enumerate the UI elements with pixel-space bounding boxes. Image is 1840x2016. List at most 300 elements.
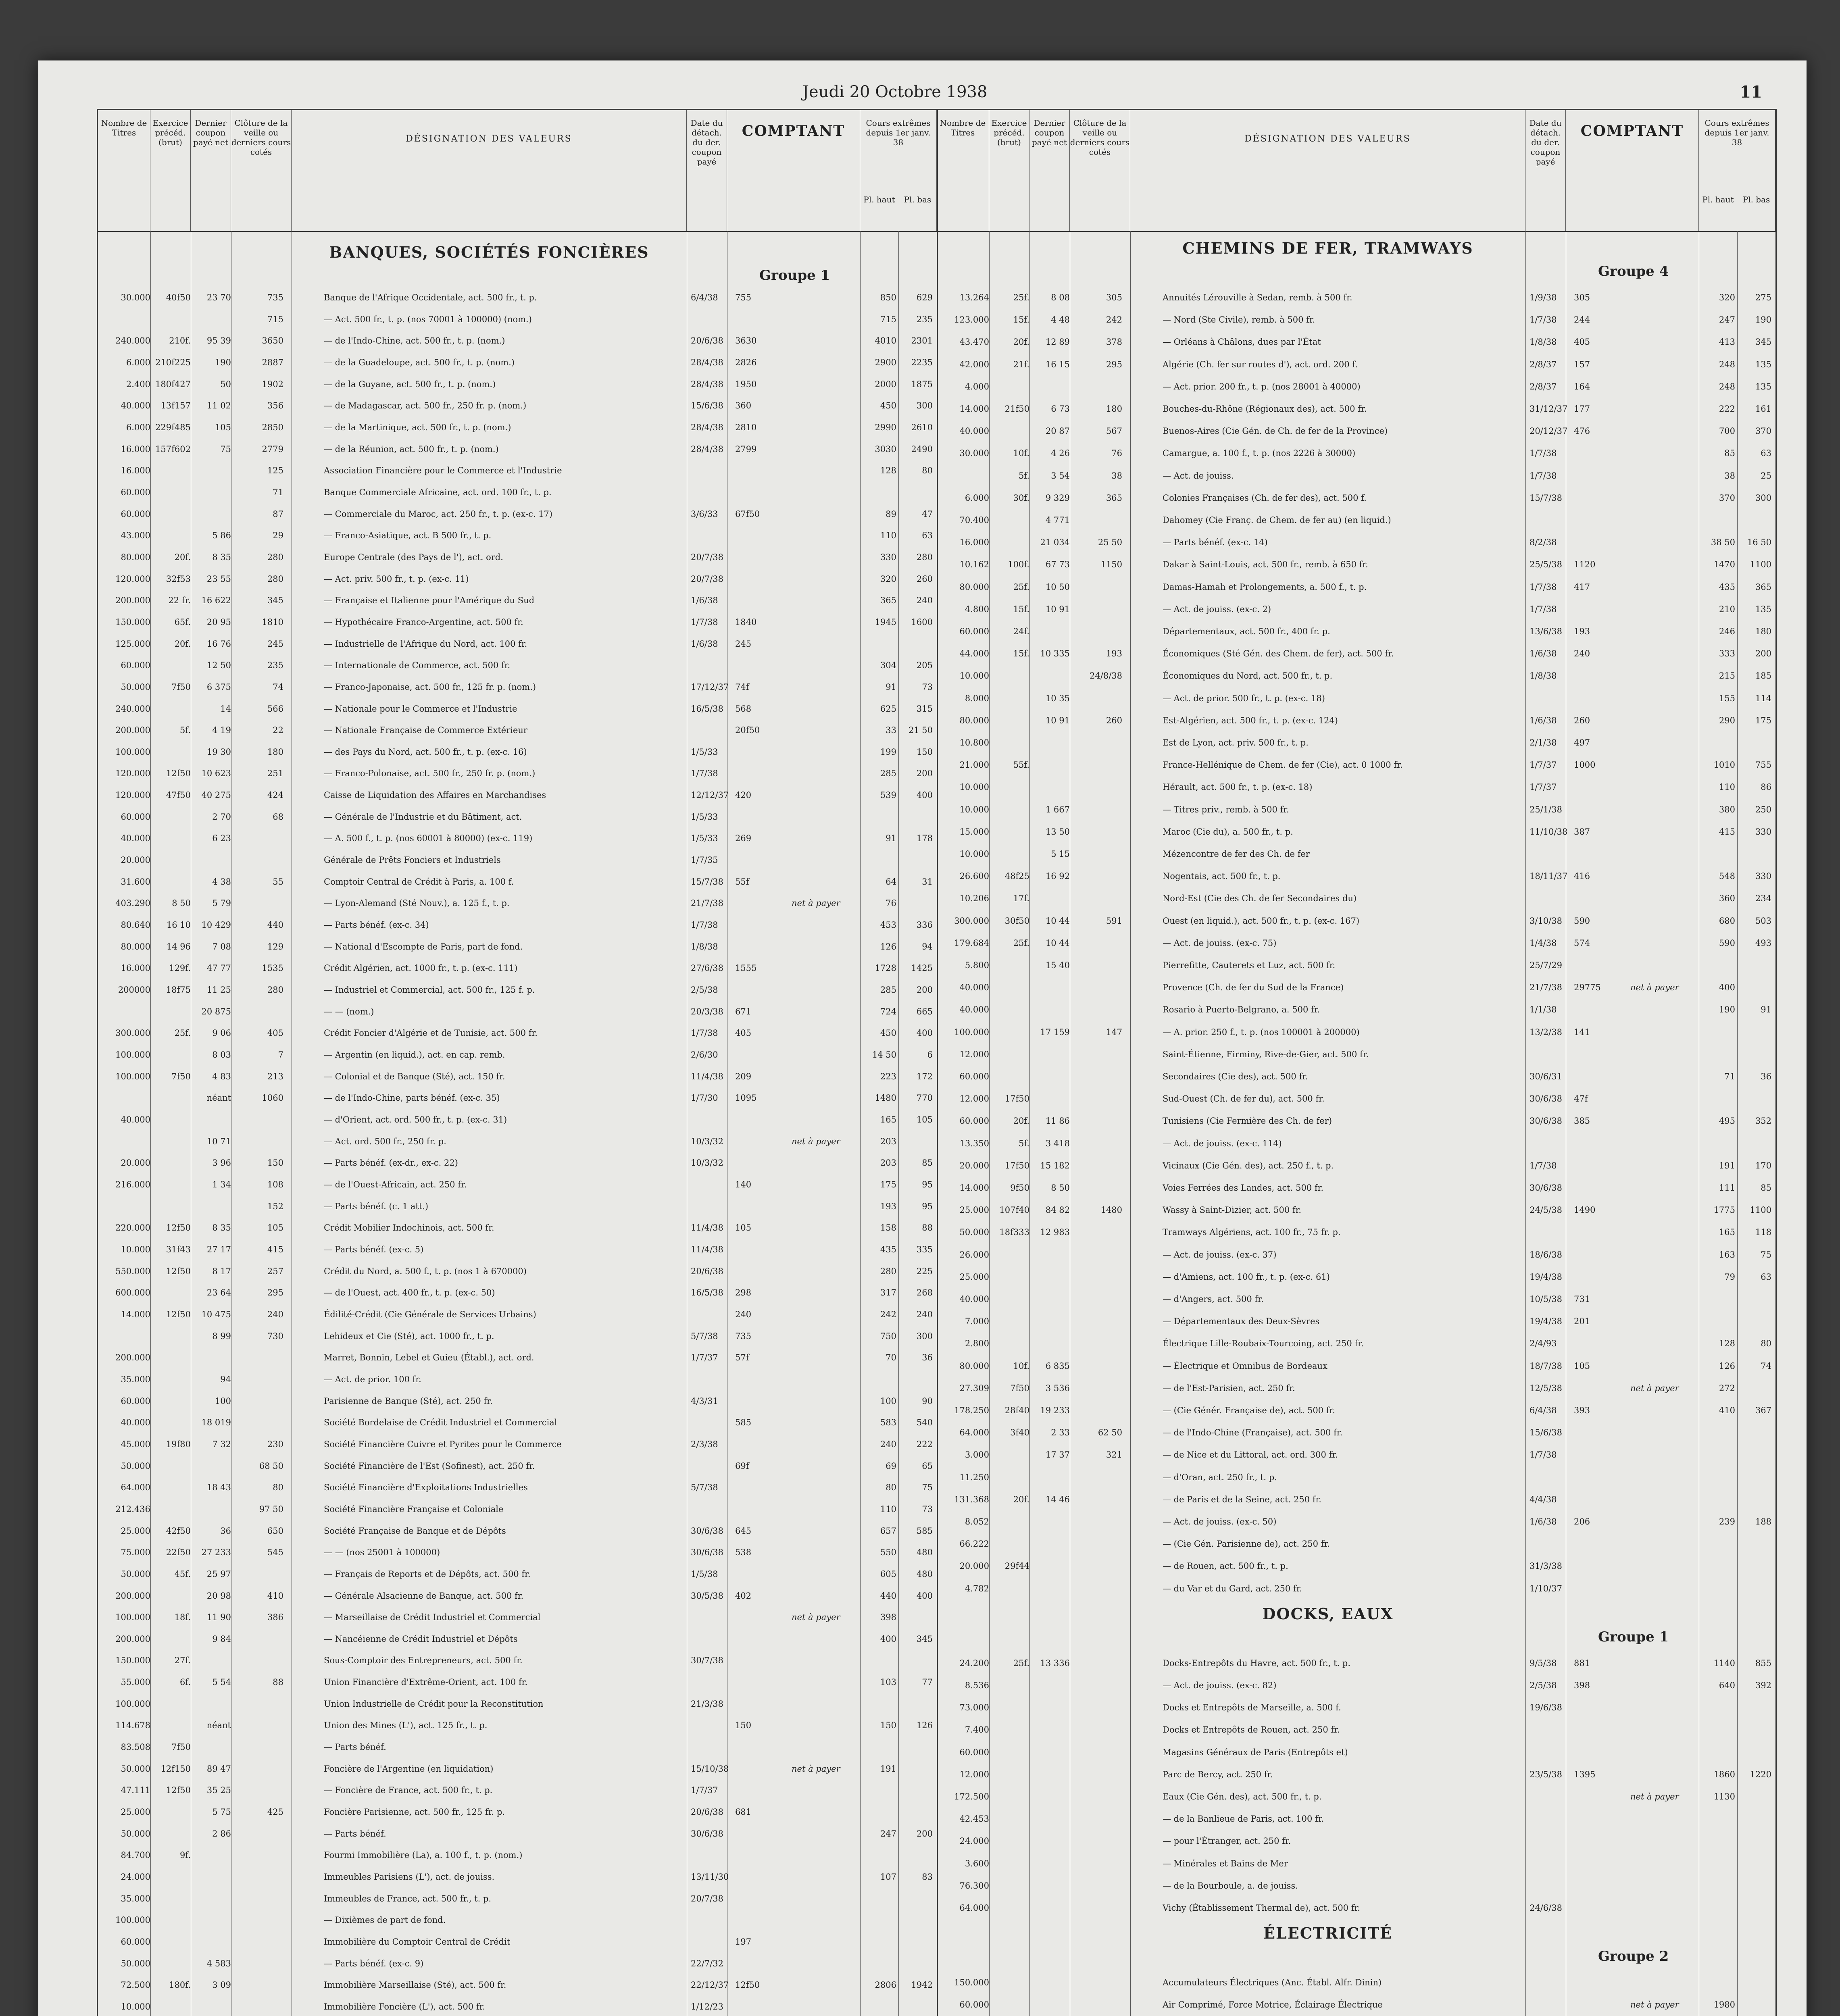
pl-haut-cell: 191: [880, 1764, 896, 1774]
designation-cell: Nogentais, act. 500 fr., t. p.: [1163, 871, 1281, 881]
designation-cell: Nord-Est (Cie des Ch. de fer Secondaires du): [1163, 893, 1357, 903]
date-cell: 12/5/38: [1530, 1383, 1562, 1393]
nombre-cell: 12.000: [959, 1094, 989, 1104]
coupon-cell: 2 33: [1051, 1428, 1070, 1437]
designation-cell: — Industrielle de l'Afrique du Nord, act. 100 fr.: [324, 639, 527, 649]
date-cell: 1/7/38: [691, 1028, 718, 1038]
table-row: [98, 1633, 937, 1645]
coupon-cell: 36: [220, 1526, 231, 1536]
exercice-cell: 21f50: [1004, 404, 1029, 414]
nombre-cell: 72.500: [121, 1980, 150, 1990]
exercice-cell: 42f50: [166, 1526, 191, 1536]
coupon-cell: 89 47: [206, 1764, 231, 1774]
designation-cell: Société Financière de l'Est (Sofinest), act. 250 fr.: [324, 1461, 535, 1471]
pl-haut-cell: 128: [1719, 1339, 1735, 1348]
cloture-cell: 1060: [262, 1093, 283, 1103]
comptant-cell: 1395: [1574, 1770, 1596, 1779]
cloture-cell: 378: [1106, 337, 1122, 347]
designation-cell: Société Française de Banque et de Dépôts: [324, 1526, 506, 1536]
designation-cell: Provence (Ch. de fer du Sud de la France): [1163, 983, 1344, 992]
coupon-cell: 15 182: [1040, 1161, 1070, 1170]
coupon-cell: 40 275: [201, 790, 231, 800]
nombre-cell: 8.000: [965, 694, 989, 703]
pl-bas-cell: 63: [1761, 1272, 1771, 1282]
coupon-cell: 7 08: [212, 942, 231, 952]
pl-bas-cell: 222: [916, 1439, 933, 1449]
coupon-cell: 16 15: [1045, 360, 1070, 369]
pl-haut-cell: 320: [1719, 293, 1735, 302]
pl-haut-cell: 103: [880, 1677, 896, 1687]
pl-bas-cell: 1100: [1750, 560, 1771, 569]
comptant-cell: 240: [735, 1310, 752, 1319]
table-row: [98, 1654, 937, 1666]
cloture-cell: 230: [267, 1439, 283, 1449]
coupon-cell: 105: [215, 423, 231, 432]
header-pl-bas: Pl. bas: [1742, 195, 1770, 204]
comptant-cell: 671: [735, 1007, 752, 1016]
nombre-cell: 80.000: [121, 552, 150, 562]
table-row: [937, 358, 1775, 371]
nombre-cell: 7.000: [965, 1316, 989, 1326]
nombre-cell: 8.052: [965, 1517, 989, 1527]
designation-cell: — Lyon-Alemand (Sté Nouv.), a. 125 f., t. p.: [324, 898, 510, 908]
pl-bas-cell: 25: [1761, 471, 1771, 481]
pl-bas-cell: 180: [1755, 627, 1771, 636]
designation-cell: — Industriel et Commercial, act. 500 fr., 125 f. p.: [324, 985, 535, 995]
pl-haut-cell: 223: [880, 1072, 896, 1081]
pl-bas-cell: 365: [1755, 582, 1771, 592]
pl-bas-cell: 345: [1755, 337, 1771, 347]
cloture-cell: 295: [1106, 360, 1122, 369]
exercice-cell: 180f.: [169, 1980, 191, 1990]
coupon-cell: 13 50: [1045, 827, 1070, 837]
pl-bas-cell: 200: [916, 1829, 933, 1839]
comptant-cell: 74f: [735, 682, 749, 692]
cloture-cell: 7: [278, 1050, 283, 1060]
nombre-cell: 21.000: [959, 760, 989, 770]
coupon-cell: 10 91: [1045, 716, 1070, 725]
comptant-cell: 405: [1574, 337, 1590, 347]
coupon-cell: 5 15: [1051, 849, 1070, 859]
table-row: [98, 1763, 937, 1775]
pl-haut-cell: 290: [1719, 716, 1735, 725]
exercice-cell: 10f.: [1013, 1361, 1029, 1371]
coupon-cell: 23 64: [206, 1288, 231, 1297]
date-cell: 17/12/37: [691, 682, 729, 692]
table-row: [98, 1936, 937, 1948]
pl-bas-cell: 1220: [1750, 1770, 1771, 1779]
pl-bas-cell: 330: [1755, 827, 1771, 837]
nombre-cell: 10.000: [959, 782, 989, 792]
coupon-cell: 35 25: [206, 1785, 231, 1795]
exercice-cell: 20f.: [1013, 1116, 1029, 1126]
designation-cell: Docks et Entrepôts de Rouen, act. 250 fr.: [1163, 1725, 1340, 1735]
comptant-cell: 585: [735, 1418, 752, 1427]
pl-haut-cell: 158: [880, 1223, 896, 1233]
coupon-cell: 18 43: [206, 1483, 231, 1492]
pl-bas-cell: 235: [916, 314, 933, 324]
designation-cell: Union des Mines (L'), act. 125 fr., t. p.: [324, 1720, 488, 1730]
pl-haut-cell: 370: [1719, 493, 1735, 503]
pl-haut-cell: 398: [880, 1612, 896, 1622]
designation-cell: — Parts bénéf. (ex-c. 9): [324, 1959, 424, 1968]
pl-bas-cell: 190: [1755, 315, 1771, 325]
nombre-cell: 172.500: [954, 1792, 989, 1801]
cloture-cell: 62 50: [1098, 1428, 1122, 1437]
pl-haut-cell: 724: [880, 1007, 896, 1016]
comptant-cell: 141: [1574, 1027, 1590, 1037]
nombre-cell: 50.000: [121, 1829, 150, 1839]
table-row: [937, 1048, 1775, 1060]
nombre-cell: 35.000: [121, 1894, 150, 1904]
coupon-cell: 6 835: [1045, 1361, 1070, 1371]
date-cell: 30/5/38: [691, 1591, 723, 1601]
nombre-cell: 64.000: [959, 1428, 989, 1437]
table-row: [98, 1958, 937, 1970]
table-row: [937, 536, 1775, 548]
table-row: [98, 464, 937, 477]
date-cell: 1/5/33: [691, 833, 718, 843]
cloture-cell: 245: [267, 639, 283, 649]
table-row: [937, 892, 1775, 904]
table-row: [98, 984, 937, 996]
nombre-cell: 12.000: [959, 1050, 989, 1059]
exercice-cell: 25f.: [1013, 1658, 1029, 1668]
pl-bas-cell: 300: [1755, 493, 1771, 503]
pl-haut-cell: 450: [880, 1028, 896, 1038]
coupon-cell: 8 03: [212, 1050, 231, 1060]
exercice-cell: 48f25: [1004, 871, 1029, 881]
exercice-cell: 210f.: [169, 336, 191, 346]
cloture-cell: 152: [267, 1202, 283, 1211]
pl-haut-cell: 79: [1724, 1272, 1735, 1282]
date-cell: 24/6/38: [1530, 1903, 1562, 1913]
comptant-cell: 57f: [735, 1353, 749, 1362]
date-cell: 1/7/38: [1530, 448, 1557, 458]
designation-cell: Europe Centrale (des Pays de l'), act. ord.: [324, 552, 503, 562]
table-row: [98, 2001, 937, 2013]
nombre-cell: 125.000: [115, 639, 150, 649]
table-row: [98, 811, 937, 823]
comptant-cell: 416: [1574, 871, 1590, 881]
date-cell: 5/7/38: [691, 1483, 718, 1492]
exercice-cell: 17f50: [1004, 1161, 1029, 1170]
nombre-cell: 3.000: [965, 1450, 989, 1460]
pl-haut-cell: 3030: [875, 444, 896, 454]
table-row: [98, 897, 937, 909]
nombre-cell: 240.000: [115, 336, 150, 346]
coupon-cell: 27 233: [201, 1547, 231, 1557]
pl-haut-cell: 69: [886, 1461, 896, 1471]
pl-bas-cell: 75: [1761, 1250, 1771, 1260]
date-cell: 30/6/31: [1530, 1072, 1562, 1081]
exercice-cell: 18f333: [999, 1227, 1029, 1237]
table-row: [937, 759, 1775, 771]
table-row: [98, 1914, 937, 1926]
pl-haut-cell: 590: [1719, 938, 1735, 948]
nombre-cell: 300.000: [115, 1028, 150, 1038]
pl-haut-cell: 38 50: [1711, 537, 1735, 547]
cloture-cell: 125: [267, 466, 283, 475]
pl-haut-cell: 89: [886, 509, 896, 519]
nombre-cell: 50.000: [121, 1461, 150, 1471]
nombre-cell: 80.000: [959, 582, 989, 592]
table-row: [937, 648, 1775, 660]
date-cell: 30/6/38: [1530, 1116, 1562, 1126]
designation-cell: Société Financière d'Exploitations Industrielles: [324, 1483, 528, 1492]
designation-cell: — National d'Escompte de Paris, part de fond.: [324, 942, 523, 952]
cloture-cell: 424: [267, 790, 283, 800]
cloture-cell: 425: [267, 1807, 283, 1817]
date-cell: 13/6/38: [1530, 627, 1562, 636]
date-cell: 1/7/38: [1530, 1161, 1557, 1170]
designation-cell: Buenos-Aires (Cie Gén. de Ch. de fer de la Province): [1163, 426, 1388, 436]
pl-haut-cell: 625: [880, 704, 896, 714]
coupon-cell: 7 32: [212, 1439, 231, 1449]
coupon-cell: 10 44: [1045, 938, 1070, 948]
cloture-cell: 193: [1106, 649, 1122, 658]
cloture-cell: 213: [267, 1072, 283, 1081]
exercice-cell: 20f.: [174, 552, 191, 562]
designation-cell: — de la Guyane, act. 500 fr., t. p. (nom.): [324, 379, 496, 389]
nombre-cell: 40.000: [121, 401, 150, 410]
table-header: [98, 110, 937, 232]
coupon-cell: 23 70: [206, 293, 231, 302]
coupon-cell: 6 23: [212, 833, 231, 843]
comptant-cell: 735: [735, 1331, 752, 1341]
table-row: [937, 714, 1775, 727]
coupon-cell: 15 40: [1045, 960, 1070, 970]
designation-cell: — d'Oran, act. 250 fr., t. p.: [1163, 1472, 1277, 1482]
table-row: [937, 514, 1775, 526]
nombre-cell: 114.678: [115, 1720, 150, 1730]
date-cell: 1/7/38: [691, 768, 718, 778]
coupon-cell: 12 89: [1045, 337, 1070, 347]
section-title: ÉLECTRICITÉ: [1263, 1924, 1392, 1943]
designation-cell: — de l'Est-Parisien, act. 250 fr.: [1163, 1383, 1295, 1393]
date-cell: 20/7/38: [691, 1894, 723, 1904]
table-row: [98, 1243, 937, 1256]
designation-cell: — Nord (Ste Civile), remb. à 500 fr.: [1163, 315, 1315, 325]
date-cell: 25/1/38: [1530, 805, 1562, 814]
designation-cell: — de l'Ouest, act. 400 fr., t. p. (ex-c. 50): [324, 1288, 495, 1297]
date-cell: 2/1/38: [1530, 738, 1557, 748]
nombre-cell: 43.000: [121, 531, 150, 540]
date-cell: 1/6/38: [1530, 649, 1557, 658]
nombre-cell: 100.000: [115, 1050, 150, 1060]
date-cell: 1/7/38: [1530, 315, 1557, 325]
nombre-cell: 40.000: [959, 426, 989, 436]
pl-bas-cell: 200: [916, 985, 933, 995]
nombre-cell: 26.600: [959, 871, 989, 881]
designation-cell: — Nationale pour le Commerce et l'Industrie: [324, 704, 517, 714]
cloture-cell: 591: [1106, 916, 1122, 926]
designation-cell: Algérie (Ch. fer sur routes d'), act. ord. 200 f.: [1163, 360, 1358, 369]
nombre-cell: 42.453: [959, 1814, 989, 1824]
designation-cell: Annuités Lérouville à Sedan, remb. à 500 fr.: [1163, 293, 1352, 302]
designation-cell: — Hypothécaire Franco-Argentine, act. 500 fr.: [324, 617, 523, 627]
designation-cell: Damas-Hamah et Prolongements, a. 500 f., t. p.: [1163, 582, 1367, 592]
table-row: [98, 1676, 937, 1688]
designation-cell: Immeubles de France, act. 500 fr., t. p.: [324, 1894, 492, 1904]
table-row: [937, 848, 1775, 860]
pl-haut-cell: 450: [880, 401, 896, 410]
date-cell: 4/3/31: [691, 1396, 718, 1406]
coupon-cell: 10 71: [206, 1137, 231, 1146]
comptant-cell: 157: [1574, 360, 1590, 369]
nombre-cell: 120.000: [115, 790, 150, 800]
date-cell: 2/5/38: [1530, 1681, 1557, 1690]
pl-haut-cell: 415: [1719, 827, 1735, 837]
table-row: [937, 1835, 1775, 1847]
table-row: [98, 594, 937, 606]
exercice-cell: 20f.: [1013, 1495, 1029, 1504]
nombre-cell: 150.000: [115, 1656, 150, 1665]
nombre-cell: 24.000: [121, 1872, 150, 1882]
date-cell: 20/6/38: [691, 1266, 723, 1276]
designation-cell: Rosario à Puerto-Belgrano, a. 500 fr.: [1163, 1005, 1320, 1014]
nombre-cell: 10.000: [121, 2002, 150, 2012]
coupon-cell: 4 583: [206, 1959, 231, 1968]
nombre-cell: 25.000: [959, 1272, 989, 1282]
pl-haut-cell: 285: [880, 768, 896, 778]
cloture-cell: 251: [267, 768, 283, 778]
nombre-cell: 14.000: [959, 1183, 989, 1193]
coupon-cell: 190: [215, 358, 231, 367]
group-label: Groupe 1: [759, 267, 830, 283]
pl-haut-cell: 191: [1719, 1161, 1735, 1170]
table-row: [98, 616, 937, 628]
date-cell: 30/6/38: [1530, 1183, 1562, 1193]
comptant-cell: 1490: [1574, 1205, 1596, 1215]
designation-cell: Lehideux et Cie (Sté), act. 1000 fr., t. p.: [324, 1331, 494, 1341]
table-row: [937, 1271, 1775, 1283]
table-row: [98, 1503, 937, 1515]
pl-haut-cell: 190: [1719, 1005, 1735, 1014]
table-row: [98, 313, 937, 325]
comptant-cell: 731: [1574, 1294, 1590, 1304]
date-cell: 2/4/93: [1530, 1339, 1557, 1348]
header-nombre: Nombre de Titres: [98, 110, 150, 231]
coupon-cell: 1 667: [1045, 805, 1070, 814]
coupon-cell: 21 034: [1040, 537, 1070, 547]
nombre-cell: 80.000: [959, 1361, 989, 1371]
table-row: [937, 1404, 1775, 1416]
comptant-cell: 645: [735, 1526, 752, 1536]
pl-haut-cell: 1470: [1713, 560, 1735, 569]
exercice-cell: 17f.: [1013, 893, 1029, 903]
pl-haut-cell: 2990: [875, 423, 896, 432]
date-cell: 15/7/38: [1530, 493, 1562, 503]
designation-cell: — Nancéienne de Crédit Industriel et Dépôts: [324, 1634, 518, 1644]
designation-cell: Mézencontre de fer des Ch. de fer: [1163, 849, 1310, 859]
designation-cell: — de la Martinique, act. 500 fr., t. p. (nom.): [324, 423, 511, 432]
cloture-cell: 97 50: [259, 1504, 283, 1514]
header-extremes: Cours extrêmes depuis 1er janv. 38: [1699, 110, 1775, 231]
nombre-cell: 30.000: [121, 293, 150, 302]
date-cell: 20/6/38: [691, 1807, 723, 1817]
comptant-cell: 55f: [735, 877, 749, 887]
nombre-cell: 40.000: [959, 1294, 989, 1304]
right-half: [937, 110, 1775, 2016]
table-row: [98, 1373, 937, 1385]
nombre-cell: 150.000: [115, 617, 150, 627]
nombre-cell: 200.000: [115, 1353, 150, 1362]
nombre-cell: 16.000: [121, 963, 150, 973]
nombre-cell: 20.000: [959, 1561, 989, 1571]
pl-haut-cell: 70: [886, 1353, 896, 1362]
pl-bas-cell: 280: [916, 552, 933, 562]
pl-bas-cell: 6: [927, 1050, 933, 1060]
designation-cell: Union Financière d'Extrême-Orient, act. 100 fr.: [324, 1677, 528, 1687]
table-row: [937, 425, 1775, 437]
coupon-cell: néant: [206, 1720, 231, 1730]
designation-cell: — Marseillaise de Crédit Industriel et Commercial: [324, 1612, 541, 1622]
cloture-cell: 88: [273, 1677, 283, 1687]
designation-cell: — Foncière de France, act. 500 fr., t. p.: [324, 1785, 493, 1795]
pl-bas-cell: 172: [916, 1072, 933, 1081]
cloture-cell: 321: [1106, 1450, 1122, 1460]
nombre-cell: 13.350: [959, 1139, 989, 1148]
comptant-cell: 590: [1574, 916, 1590, 926]
designation-cell: Sous-Comptoir des Entrepreneurs, act. 500 fr.: [324, 1656, 523, 1665]
exercice-cell: 65f.: [174, 617, 191, 627]
date-cell: 20/7/38: [691, 574, 723, 584]
date-cell: 1/10/37: [1530, 1584, 1562, 1593]
comptant-cell: 417: [1574, 582, 1590, 592]
exercice-cell: 180f427: [155, 379, 191, 389]
designation-cell: — de la Guadeloupe, act. 500 fr., t. p. (nom.): [324, 358, 515, 367]
date-cell: 1/5/33: [691, 812, 718, 822]
header-comptant: COMPTANT: [727, 110, 860, 231]
comptant-cell: 150: [735, 1720, 752, 1730]
pl-bas-cell: 300: [916, 401, 933, 410]
designation-cell: Association Financière pour le Commerce et l'Industrie: [324, 466, 562, 475]
table-row: [98, 1871, 937, 1883]
designation-cell: Édilité-Crédit (Cie Générale de Services Urbains): [324, 1310, 536, 1319]
table-row: [98, 1092, 937, 1104]
cloture-cell: 405: [267, 1028, 283, 1038]
table-row: [98, 1157, 937, 1169]
nombre-cell: 60.000: [959, 1747, 989, 1757]
date-cell: 8/2/38: [1530, 537, 1557, 547]
nombre-cell: 13.264: [959, 293, 989, 302]
pl-bas-cell: 1100: [1750, 1205, 1771, 1215]
table-row: [937, 826, 1775, 838]
designation-cell: Société Financière Française et Coloniale: [324, 1504, 504, 1514]
table-row: [98, 529, 937, 541]
table-row: [937, 1249, 1775, 1261]
table-row: [937, 470, 1775, 482]
pl-bas-cell: 94: [922, 942, 933, 952]
pl-bas-cell: 370: [1755, 426, 1771, 436]
designation-cell: — Act. de jouiss. (ex-c. 50): [1163, 1517, 1277, 1527]
pl-bas-cell: 86: [1761, 782, 1771, 792]
pl-bas-cell: 392: [1755, 1681, 1771, 1690]
group-label: Groupe 1: [1598, 1629, 1669, 1645]
pl-bas-cell: 240: [916, 1310, 933, 1319]
comptant-cell: 209: [735, 1072, 752, 1081]
table-row: [937, 1702, 1775, 1714]
date-cell: 30/7/38: [691, 1656, 723, 1665]
table-row: [98, 1460, 937, 1472]
exercice-cell: 32f53: [166, 574, 191, 584]
table-row: [937, 1902, 1775, 1914]
pl-haut-cell: 247: [1719, 315, 1735, 325]
comptant-cell: 1840: [735, 617, 757, 627]
designation-cell: — Parts bénéf.: [324, 1742, 386, 1752]
cloture-cell: 257: [267, 1266, 283, 1276]
